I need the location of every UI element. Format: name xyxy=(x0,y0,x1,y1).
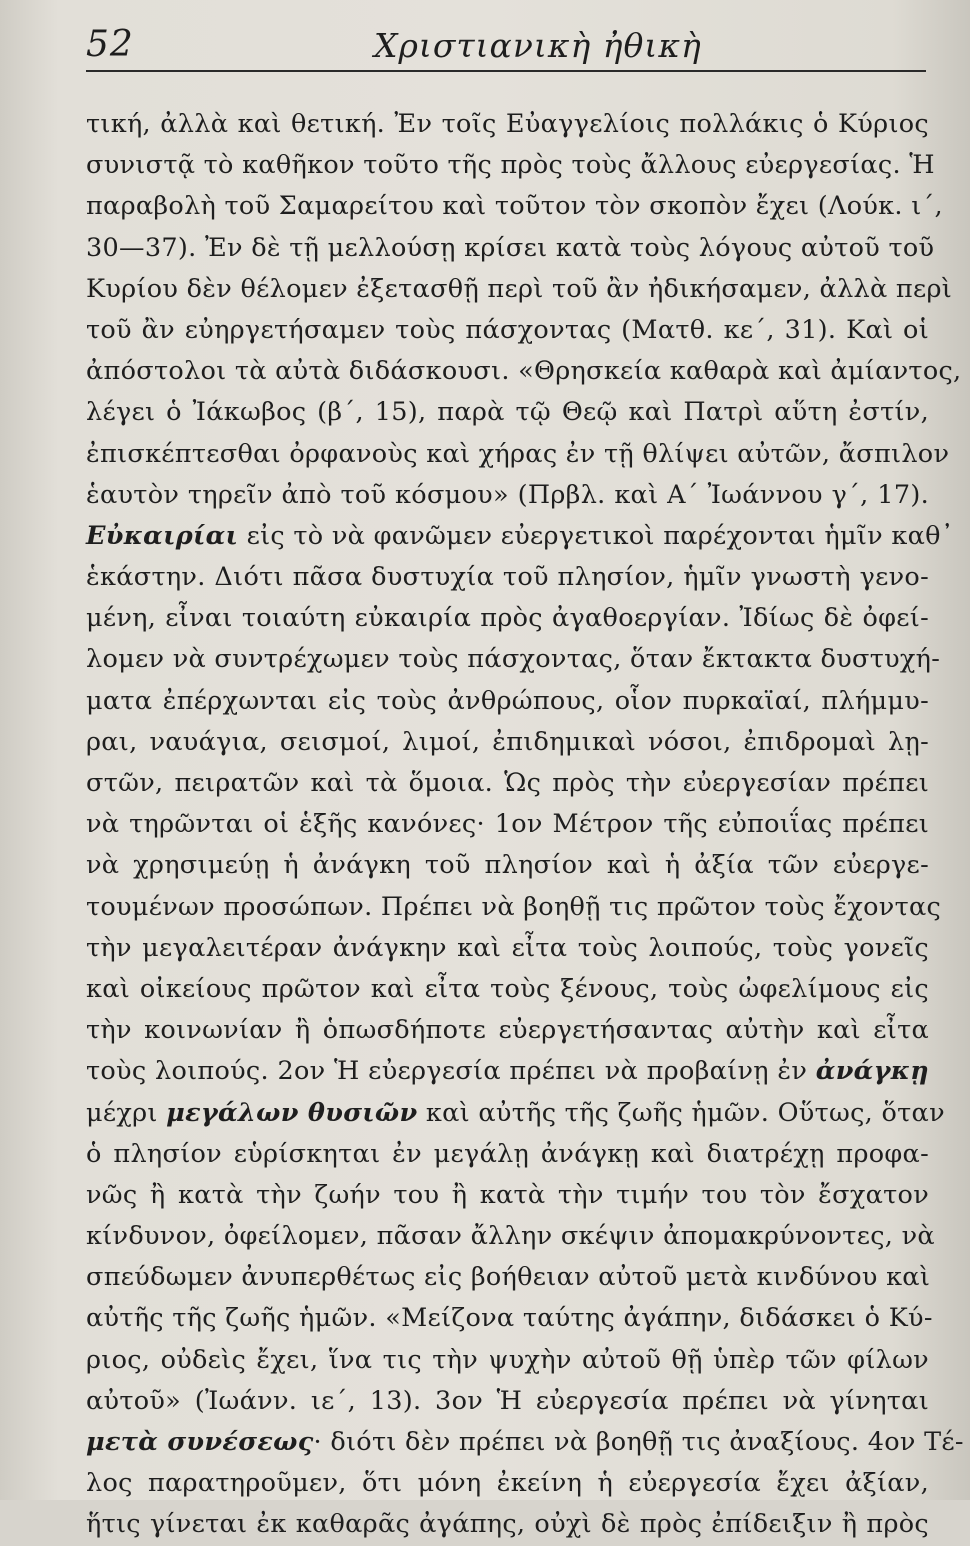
text-segment: καὶ αὐτῆς τῆς ζωῆς ἡμῶν. Οὕτως, ὅταν xyxy=(417,1097,945,1128)
text-line xyxy=(86,1257,929,1298)
text-line xyxy=(86,1422,964,1463)
text-line xyxy=(86,598,929,639)
text-line xyxy=(86,1463,929,1504)
text-line xyxy=(86,434,950,475)
page-number: 52 xyxy=(86,24,134,65)
text-line xyxy=(86,1175,929,1216)
text-line xyxy=(86,1381,929,1422)
text-segment: ἐπισκέπτεσθαι ὀρφανοὺς καὶ χήρας ἐν τῇ θλίψει αὐτῶν, ἄσπιλον xyxy=(86,438,950,469)
text-segment: λέγει ὁ Ἰάκωβος (β΄, 15), παρὰ τῷ Θεῷ καὶ Πατρὶ αὕτη ἐστίν, xyxy=(86,397,929,428)
text-line xyxy=(86,269,953,310)
emphasized-term: μεγάλων θυσιῶν xyxy=(166,1097,418,1128)
text-line xyxy=(86,475,929,516)
body-text xyxy=(86,104,964,1546)
text-line xyxy=(86,763,929,804)
text-segment: κίνδυνον, ὀφείλομεν, πᾶσαν ἄλλην σκέψιν ἀπομακρύνοντες, νὰ xyxy=(86,1221,935,1252)
page-header xyxy=(86,14,926,74)
text-segment: στῶν, πειρατῶν καὶ τὰ ὅμοια. Ὡς πρὸς τὴν εὐεργεσίαν πρέπει xyxy=(86,768,929,798)
text-line xyxy=(86,351,962,392)
text-line xyxy=(86,310,929,351)
running-title: Χριστιανικὴ ἠθικὴ xyxy=(374,26,702,65)
text-line xyxy=(86,681,929,722)
text-segment: ἥτις γίνεται ἐκ καθαρᾶς ἀγάπης, οὐχὶ δὲ πρὸς ἐπίδειξιν ἢ πρὸς xyxy=(86,1509,929,1540)
text-segment: · διότι δὲν πρέπει νὰ βοηθῇ τις ἀναξίους. 4ον Τέ- xyxy=(313,1427,964,1457)
text-line xyxy=(86,228,935,269)
text-segment: αὐτοῦ» (Ἰωάνν. ιε΄, 13). 3ον Ἡ εὐεργεσία πρέπει νὰ γίνηται xyxy=(86,1385,929,1416)
text-line xyxy=(86,557,929,598)
text-line xyxy=(86,1134,929,1175)
text-segment: εἰς τὸ νὰ φανῶμεν εὐεργετικοὶ παρέχονται ἡμῖν καθ᾽ xyxy=(238,520,954,551)
text-line xyxy=(86,1340,929,1381)
header-rule xyxy=(86,70,926,72)
text-segment: λος παρατηροῦμεν, ὅτι μόνη ἐκείνη ἡ εὐεργεσία ἔχει ἀξίαν, xyxy=(86,1468,929,1499)
text-segment: τὴν κοινωνίαν ἢ ὁπωσδήποτε εὐεργετήσαντας αὐτὴν καὶ εἶτα xyxy=(86,1015,929,1046)
text-line xyxy=(86,104,929,145)
text-line xyxy=(86,186,943,227)
text-segment: μένη, εἶναι τοιαύτη εὐκαιρία πρὸς ἀγαθοεργίαν. Ἰδίως δὲ ὀφεί- xyxy=(86,603,929,634)
text-line xyxy=(86,1298,933,1339)
text-line xyxy=(86,516,954,557)
text-segment: ὁ πλησίον εὑρίσκηται ἐν μεγάλῃ ἀνάγκῃ καὶ διατρέχῃ προφα- xyxy=(86,1138,929,1169)
text-line xyxy=(86,639,941,680)
text-line xyxy=(86,969,929,1010)
text-segment: τοῦ ἂν εὐηργετήσαμεν τοὺς πάσχοντας (Ματθ. κε΄, 31). Καὶ οἱ xyxy=(86,314,929,345)
text-segment: τική, ἀλλὰ καὶ θετική. Ἐν τοῖς Εὐαγγελίοις πολλάκις ὁ Κύριος xyxy=(86,109,929,139)
text-line xyxy=(86,887,942,928)
text-line xyxy=(86,145,935,186)
text-segment: μέχρι xyxy=(86,1097,167,1128)
text-segment: νῶς ἢ κατὰ τὴν ζωήν του ἢ κατὰ τὴν τιμήν του τὸν ἔσχατον xyxy=(86,1179,929,1210)
text-line xyxy=(86,1010,929,1051)
text-segment: ριος, οὐδεὶς ἔχει, ἵνα τις τὴν ψυχὴν αὐτοῦ θῇ ὑπὲρ τῶν φίλων xyxy=(86,1344,929,1375)
text-line xyxy=(86,722,929,763)
text-segment: λομεν νὰ συντρέχωμεν τοὺς πάσχοντας, ὅταν ἔκτακτα δυστυχή- xyxy=(86,644,941,675)
text-segment: ἑαυτὸν τηρεῖν ἀπὸ τοῦ κόσμου» (Πρβλ. καὶ Α΄ Ἰωάννου γ΄, 17). xyxy=(86,479,929,510)
text-segment: παραβολὴ τοῦ Σαμαρείτου καὶ τοῦτον τὸν σκοπὸν ἔχει (Λούκ. ι΄, xyxy=(86,191,943,222)
text-segment: τουμένων προσώπων. Πρέπει νὰ βοηθῇ τις πρῶτον τοὺς ἔχοντας xyxy=(86,891,942,922)
text-segment: ἀπόστολοι τὰ αὐτὰ διδάσκουσι. «Θρησκεία καθαρὰ καὶ ἀμίαντος, xyxy=(86,356,962,387)
text-line xyxy=(86,804,929,845)
text-line xyxy=(86,1093,945,1134)
text-segment: ραι, ναυάγια, σεισμοί, λιμοί, ἐπιδημικαὶ νόσοι, ἐπιδρομαὶ λῃ- xyxy=(86,726,929,757)
text-line xyxy=(86,1504,929,1545)
emphasized-term: μετὰ συνέσεως xyxy=(86,1427,314,1457)
text-segment: νὰ χρησιμεύῃ ἡ ἀνάγκη τοῦ πλησίον καὶ ἡ ἀξία τῶν εὐεργε- xyxy=(86,850,929,881)
text-line xyxy=(86,1216,935,1257)
text-segment: καὶ οἰκείους πρῶτον καὶ εἶτα τοὺς ξένους, τοὺς ὠφελίμους εἰς xyxy=(86,973,929,1004)
text-line xyxy=(86,928,929,969)
text-segment: 30—37). Ἐν δὲ τῇ μελλούσῃ κρίσει κατὰ τοὺς λόγους αὐτοῦ τοῦ xyxy=(86,232,935,263)
text-segment: ἑκάστην. Διότι πᾶσα δυστυχία τοῦ πλησίον, ἡμῖν γνωστὴ γενο- xyxy=(86,562,929,593)
text-segment: νὰ τηρῶνται οἱ ἑξῆς κανόνες· 1ον Μέτρον τῆς εὐποιΐας πρέπει xyxy=(86,809,929,840)
text-segment: αὐτῆς τῆς ζωῆς ἡμῶν. «Μείζονα ταύτης ἀγάπην, διδάσκει ὁ Κύ- xyxy=(86,1303,933,1334)
text-line xyxy=(86,1051,929,1092)
text-segment: ματα ἐπέρχωνται εἰς τοὺς ἀνθρώπους, οἷον πυρκαϊαί, πλήμμυ- xyxy=(86,685,929,716)
text-segment: τὴν μεγαλειτέραν ἀνάγκην καὶ εἶτα τοὺς λοιπούς, τοὺς γονεῖς xyxy=(86,932,929,963)
emphasized-term: Εὐκαιρίαι xyxy=(86,520,239,551)
text-segment: τοὺς λοιπούς. 2ον Ἡ εὐεργεσία πρέπει νὰ προβαίνῃ ἐν xyxy=(86,1056,816,1087)
emphasized-term: ἀνάγκῃ xyxy=(815,1056,929,1087)
text-line xyxy=(86,845,929,886)
text-line xyxy=(86,392,929,433)
text-segment: συνιστᾷ τὸ καθῆκον τοῦτο τῆς πρὸς τοὺς ἄλλους εὐεργεσίας. Ἡ xyxy=(86,150,935,181)
text-segment: σπεύδωμεν ἀνυπερθέτως εἰς βοήθειαν αὐτοῦ μετὰ κινδύνου καὶ xyxy=(86,1262,931,1293)
text-segment: Κυρίου δὲν θέλομεν ἐξετασθῇ περὶ τοῦ ἂν ἠδικήσαμεν, ἀλλὰ περὶ xyxy=(86,273,953,304)
